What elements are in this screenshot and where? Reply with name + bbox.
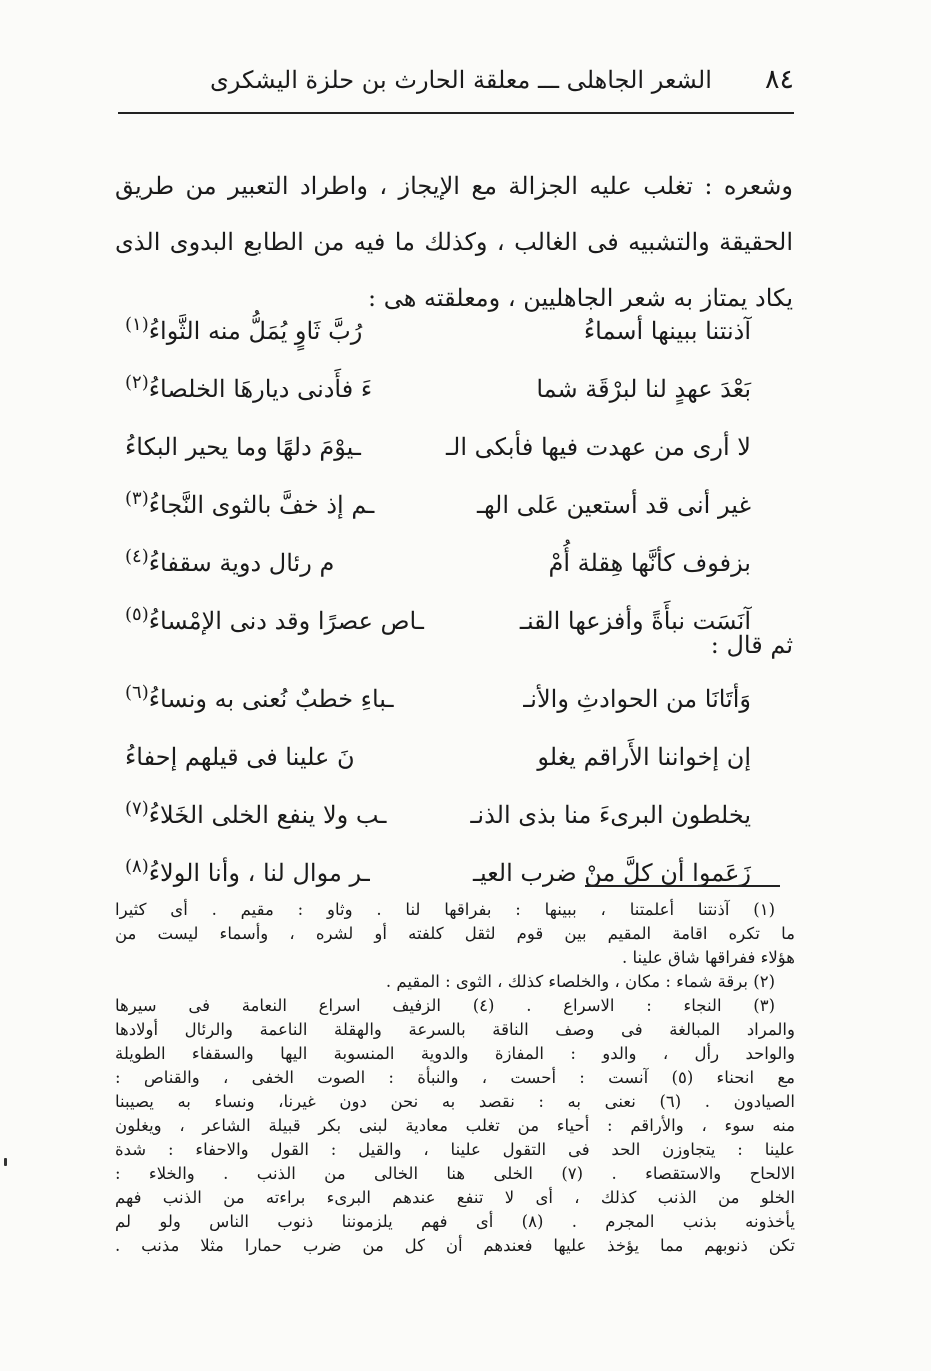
verse-second-hemistich: ـيوْمَ دلهًا وما يحير البكاءُ — [125, 433, 361, 461]
verse-first-hemistich: بزفوف كأنَّها هِقلة أُمْ — [548, 549, 751, 577]
footnote-line: والواحد رأل ، والدو : المفازة والدوية المنسوبة اليها والسقفاء الطويلة — [115, 1044, 795, 1063]
verse — [125, 476, 795, 534]
verse-second-hemistich: ـباءِ خطبٌ نُعنى به ونساءُ$^{(٦)}$ — [125, 682, 394, 713]
intro-line: وشعره : تغلب عليه الجزالة مع الإيجاز ، واطراد التعبير من طريق — [115, 172, 793, 200]
footnote-marker: (٥) — [125, 604, 149, 625]
verse-first-hemistich: آنَسَت نبأَةً وأفزعها القنـ — [519, 607, 751, 635]
verse-first-hemistich: غير أنى قد أستعين عَلى الهـ — [476, 491, 751, 519]
verse — [125, 728, 795, 786]
footnote-line: الالحاح والاستقصاء . (٧) الخلى هنا الخالى من الذنب . والخلاء : — [115, 1164, 795, 1183]
verse — [125, 670, 795, 728]
footnote-line: مع انحناء (٥) آنست : أحست ، والنبأة : الصوت الخفى ، والقناص : — [115, 1068, 795, 1087]
footnote-marker: (١) — [125, 314, 149, 335]
verse-second-hemistich: م رئال دوية سقفاءُ$^{(٤)}$ — [125, 546, 335, 577]
footnote-line: (٣) النجاء : الاسراع . (٤) الزفيف اسراع النعامة فى سيرها — [115, 996, 775, 1015]
verse — [125, 360, 795, 418]
verse-second-hemistich: ـب ولا ينفع الخلى الخَلاءُ$^{(٧)}$ — [125, 798, 387, 829]
footnote-line: (٢) برقة شماء : مكان ، والخلصاء كذلك ، الثوى : المقيم . — [385, 972, 775, 991]
verse-second-hemistich: ـاص عصرًا وقد دنى الإمْساءُ$^{(٥)}$ — [125, 604, 424, 635]
running-title: الشعر الجاهلى ـــ معلقة الحارث بن حلزة اليشكرى — [210, 66, 712, 94]
footnote-marker: (٤) — [125, 546, 149, 567]
verse-second-hemistich: ـم إذ خفَّ بالثوى النَّجاءُ$^{(٣)}$ — [125, 488, 375, 519]
footnote-line: تكن ذنوبهم مما يؤخذ عليها فعندهم أن كل من ضرب حمارا مثلا مذنب . — [115, 1236, 795, 1255]
verse — [125, 302, 795, 360]
footnote-marker: (٣) — [125, 488, 149, 509]
poem-block-2 — [125, 670, 795, 902]
footnotes — [115, 898, 795, 1258]
footnote-line: (١) آذنتنا أعلمتنا ، ببينها : بفراقها لنا . وثاو : مقيم . أى كثيرا — [115, 900, 775, 919]
verse — [125, 786, 795, 844]
footnote-line: علينا : يتجاوزن الحد فى التقول علينا ، والقيل : القول والاحفاء : شدة — [115, 1140, 795, 1159]
footnote-line: هؤلاء ففراقها شاق علينا . — [621, 948, 795, 967]
verse-second-hemistich: ـر موال لنا ، وأنا الولاءُ$^{(٨)}$ — [125, 856, 370, 887]
header-rule — [118, 112, 794, 114]
verse-second-hemistich: رُبَّ ثَاوٍ يُمَلُّ منه الثَّواءُ$^{(١)}$ — [125, 314, 363, 345]
verse — [125, 592, 795, 650]
verse-first-hemistich: لا أرى من عهدت فيها فأبكى الـ — [445, 433, 751, 461]
footnote-line: منه سوء ، والأراقم : أحياء من تغلب معادية لبنى بكر قبيلة الشاعر ، ويغلون — [115, 1116, 795, 1135]
verse-first-hemistich: آذنتنا ببينها أسماءُ — [583, 317, 751, 345]
verse-first-hemistich: إن إخواننا الأَراقم يغلو — [537, 743, 751, 771]
footnote-line: يأخذونه بذنب المجرم . (٨) أى فهم يلزموننا ذنوب الناس ولو لم — [115, 1212, 795, 1231]
footnote-marker: (٢) — [125, 372, 149, 393]
verse-first-hemistich: زَعَموا أن كلَّ منْ ضرب العيـ — [472, 859, 751, 887]
verse-first-hemistich: وَأتَانَا من الحوادثِ والأنـ — [523, 685, 751, 713]
poem-block-1 — [125, 302, 795, 650]
footnote-marker: (٦) — [125, 682, 149, 703]
verse-second-hemistich: نَ علينا فى قيلهم إحفاءُ — [125, 743, 355, 771]
intro-line: يكاد يمتاز به شعر الجاهليين ، ومعلقته هى : — [368, 284, 793, 312]
verse-second-hemistich: ءَ فأَدنى ديارهَا الخلصاءُ$^{(٢)}$ — [125, 372, 373, 403]
footnote-separator — [585, 885, 780, 887]
footnote-line: ما تكره اقامة المقيم بين قوم لثقل كلفته أو لشره ، وأسماء ليست من — [115, 924, 795, 943]
footnote-marker: (٧) — [125, 798, 149, 819]
verse — [125, 418, 795, 476]
intro-line: الحقيقة والتشبيه فى الغالب ، وكذلك ما فيه من الطابع البدوى الذى — [115, 228, 793, 256]
footnote-marker: (٨) — [125, 856, 149, 877]
footnote-line: الصيادون . (٦) نعنى به : نقصد به نحن دون غيرنا، ونساء به يصيبنا — [115, 1092, 795, 1111]
verse — [125, 844, 795, 902]
intro-paragraph — [115, 158, 793, 326]
transition-text: ثم قال : — [710, 631, 793, 659]
verse-first-hemistich: بَعْدَ عهدٍ لنا لبرْقَة شما — [536, 375, 751, 403]
verse — [125, 534, 795, 592]
page-header — [118, 62, 794, 102]
scan-mark — [4, 1158, 7, 1166]
verse-first-hemistich: يخلطون البرىءَ منا بذى الذنـ — [470, 801, 751, 829]
page-number: ٨٤ — [764, 64, 794, 95]
footnote-line: والمراد المبالغة فى وصف الناقة بالسرعة والهقلة الناعمة والرئال أولادها — [115, 1020, 795, 1039]
footnote-line: الخلو من الذنب كذلك ، أى لا تنفع عندهم البرىء براءته من الذنب فهم — [115, 1188, 795, 1207]
